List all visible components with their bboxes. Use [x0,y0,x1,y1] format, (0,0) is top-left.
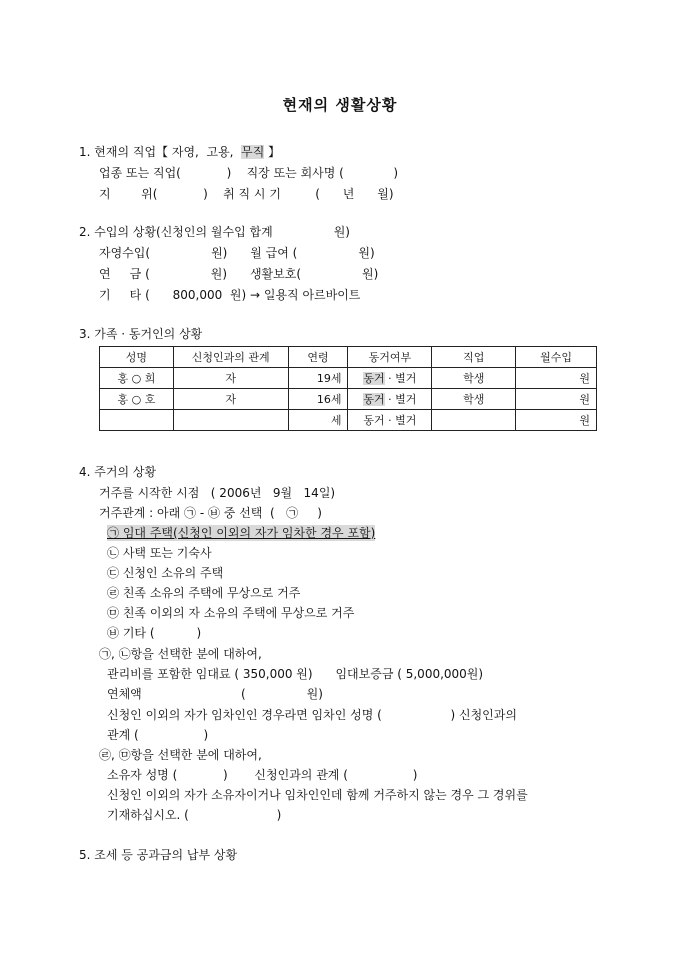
income-line-2: 연 금 ( 원) 생활보호( 원) [99,267,379,281]
cell-job: 학생 [432,389,516,410]
header-job: 직업 [432,347,516,368]
cell-relation: 자 [173,389,288,410]
option-rental-selected: ㉠ 임대 주택(신청인 이외의 자가 임차한 경우 포함) [107,526,376,540]
position-line: 지 위( ) 취 직 시 기 ( 년 월) [99,187,394,201]
option-other: ㉥ 기타 ( ) [107,626,202,640]
section-5-heading: 5. 조세 등 공과금의 납부 상황 [79,848,238,862]
cell-relation [173,410,288,431]
cell-income: 원 [516,368,597,389]
table-header-row [100,347,597,368]
cohab-other: · 별거 [384,414,417,427]
cell-job [432,410,516,431]
header-relation: 신청인과의 관계 [173,347,288,368]
section-3-heading: 3. 가족 · 동거인의 상황 [79,327,203,341]
page-title: 현재의 생활상황 [282,96,398,114]
cell-age: 세 [288,410,348,431]
arrears-line: 연체액 ( 원) [107,687,323,701]
circumstance-input-line: 기재하십시오. ( ) [107,808,282,822]
cohab-other: · 별거 [384,393,417,406]
table-row [100,410,597,431]
table-row [100,389,597,410]
owner-line: 소유자 성명 ( ) 신청인과의 관계 ( ) [107,768,418,782]
cell-income: 원 [516,410,597,431]
cohab-selected: 동거 [363,372,385,385]
circumstance-line: 신청인 이외의 자가 소유자이거나 임차인인데 함께 거주하지 않는 경우 그 경위를 [107,788,528,802]
cell-name: 홍 ○ 호 [100,389,174,410]
income-line-1: 자영수입( 원) 월 급여 ( 원) [99,246,375,260]
cell-age: 19세 [288,368,348,389]
rental-subheading: ㉠, ㉡항을 선택한 분에 대하여, [99,647,262,661]
family-table [99,346,597,431]
free-housing-subheading: ㉣, ㉤항을 선택한 분에 대하여, [99,748,262,762]
table-row [100,368,597,389]
header-age: 연령 [288,347,348,368]
section-1-heading [79,144,280,160]
income-line-3: 기 타 ( 800,000 원) → 일용직 아르바이트 [99,288,361,302]
section-1-heading-prefix: 1. 현재의 직업【 자영, 고용, [79,145,242,159]
section-4-heading: 4. 주거의 상황 [79,465,157,479]
cohab-selected: 동거 [363,393,385,406]
option-relative-house: ㉣ 친족 소유의 주택에 무상으로 거주 [107,586,301,600]
header-name: 성명 [100,347,174,368]
residence-start: 거주를 시작한 시점 ( 2006년 9월 14일) [99,486,336,500]
cell-relation: 자 [173,368,288,389]
option-nonrelative-house: ㉤ 친족 이외의 자 소유의 주택에 무상으로 거주 [107,606,355,620]
header-cohabitation: 동거여부 [348,347,432,368]
cell-cohabitation [348,368,432,389]
cell-cohabitation [348,410,432,431]
cell-name: 홍 ○ 희 [100,368,174,389]
selected-occupation: 무직 [241,145,265,159]
cell-age: 16세 [288,389,348,410]
cohab-other: · 별거 [384,372,417,385]
cell-name [100,410,174,431]
section-2-heading: 2. 수입의 상황(신청인의 월수입 합계 원) [79,225,350,239]
cell-cohabitation [348,389,432,410]
cell-job: 학생 [432,368,516,389]
section-1-heading-suffix: 】 [264,145,281,159]
rent-deposit-line: 관리비를 포함한 임대료 ( 350,000 원) 임대보증금 ( 5,000,000원) [107,667,484,681]
lessee-relation-line: 관계 ( ) [107,728,209,742]
option-own-house: ㉢ 신청인 소유의 주택 [107,566,224,580]
option-company-housing: ㉡ 사택 또는 기숙사 [107,546,212,560]
header-income: 월수입 [516,347,597,368]
residence-relation: 거주관계 : 아래 ㉠ - ㉥ 중 선택 ( ㉠ ) [99,506,322,520]
occupation-line: 업종 또는 직업( ) 직장 또는 회사명 ( ) [99,166,399,180]
cohab-option: 동거 [363,414,385,427]
lessee-name-line: 신청인 이외의 자가 임차인인 경우라면 임차인 성명 ( ) 신청인과의 [107,708,517,722]
cell-income: 원 [516,389,597,410]
